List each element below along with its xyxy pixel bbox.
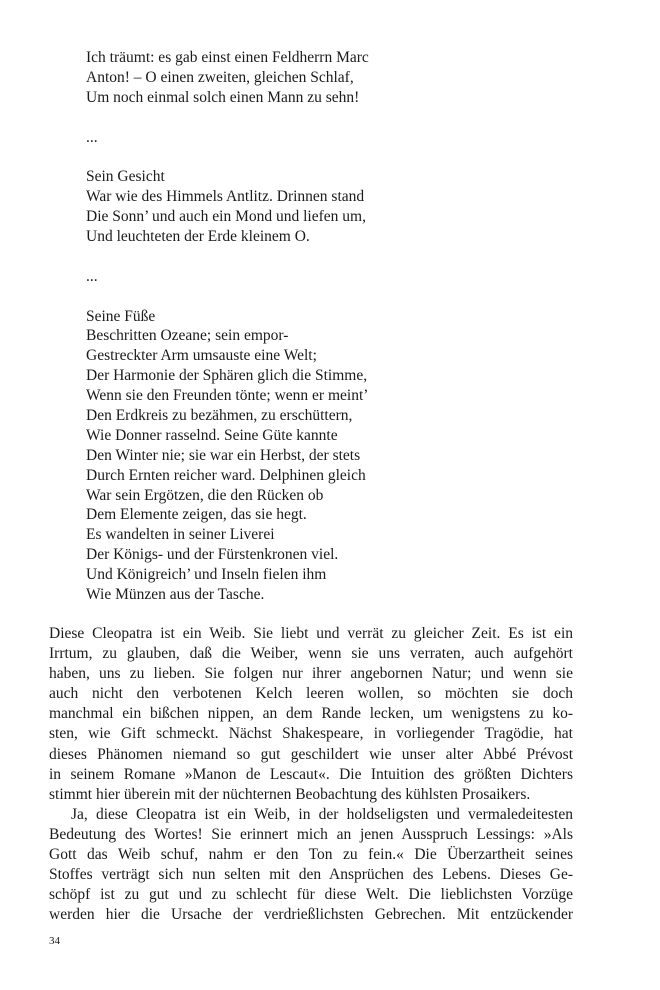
verse-line: Dem Elemente zeigen, das sie hegt. bbox=[86, 506, 307, 524]
prose-line: Ja, diese Cleopatra ist ein Weib, in der holdseligsten und vermaledeitesten bbox=[71, 805, 573, 823]
verse-line: Und Königreich’ und Inseln fielen ihm bbox=[86, 566, 327, 584]
prose-line: dieses Phänomen niemand so gut geschildert wie unser alter Abbé Prévost bbox=[49, 745, 573, 763]
verse-line: Es wandelten in seiner Liverei bbox=[86, 526, 275, 544]
verse-stanza bbox=[86, 267, 369, 287]
verse-line: Seine Füße bbox=[86, 307, 156, 325]
verse-line: Der Harmonie der Sphären glich die Stimme, bbox=[86, 367, 368, 385]
verse-line: Wie Münzen aus der Tasche. bbox=[86, 586, 265, 604]
verse-line: Beschritten Ozeane; sein empor- bbox=[86, 327, 289, 345]
verse-line: Die Sonn’ und auch ein Mond und liefen um, bbox=[86, 208, 366, 226]
verse-line: War wie des Himmels Antlitz. Drinnen stand bbox=[86, 188, 365, 206]
verse-line: Den Winter nie; sie war ein Herbst, der stets bbox=[86, 446, 361, 464]
verse-line: Durch Ernten reicher ward. Delphinen gleich bbox=[86, 466, 366, 484]
verse-line: Den Erdkreis zu bezähmen, zu erschüttern, bbox=[86, 407, 353, 425]
prose-line: Gott das Weib schuf, nahm er den Ton zu fein.« Die Überzartheit seines bbox=[49, 846, 573, 864]
prose-line: manchmal ein bißchen nippen, an dem Rande lecken, um wenigstens zu ko- bbox=[49, 705, 573, 723]
verse-line: Der Königs- und der Fürstenkronen viel. bbox=[86, 546, 339, 564]
verse-stanza bbox=[86, 128, 369, 148]
verse-stanza bbox=[86, 48, 369, 108]
prose-text bbox=[49, 624, 573, 925]
verse-line: Sein Gesicht bbox=[86, 168, 165, 186]
verse-line: ... bbox=[86, 128, 98, 146]
prose-line: in seinem Romane »Manon de Lescaut«. Die Intuition des größten Dichters bbox=[49, 765, 573, 783]
prose-line: haben, uns zu lieben. Sie folgen nur ihrer angebornen Natur; und wenn sie bbox=[49, 665, 573, 683]
verse-quotation bbox=[86, 48, 369, 605]
verse-stanza bbox=[86, 307, 369, 605]
verse-line: Gestreckter Arm umsauste eine Welt; bbox=[86, 347, 317, 365]
prose-line: schöpf ist zu gut und zu schlecht für diese Welt. Die lieblichsten Vorzüge bbox=[49, 886, 573, 904]
prose-line: Diese Cleopatra ist ein Weib. Sie liebt und verrät zu gleicher Zeit. Es ist ein bbox=[49, 625, 573, 642]
verse-line: Wie Donner rasselnd. Seine Güte kannte bbox=[86, 426, 338, 444]
page-number: 34 bbox=[49, 935, 60, 947]
prose-line: Stoffes verträgt sich nun selten mit den Ansprüchen des Lebens. Dieses Ge- bbox=[49, 866, 573, 884]
verse-line: Und leuchteten der Erde kleinem O. bbox=[86, 228, 310, 246]
verse-line: Wenn sie den Freunden tönte; wenn er meint’ bbox=[86, 387, 369, 405]
prose-line: Bedeutung des Wortes! Sie erinnert mich an jenen Ausspruch Lessings: »Als bbox=[49, 825, 573, 843]
prose-line: stimmt hier überein mit der nüchternen Beobachtung des kühlsten Prosaikers. bbox=[49, 785, 531, 803]
prose-line: Irrtum, zu glauben, daß die Weiber, wenn sie uns verraten, auch aufgehört bbox=[49, 645, 573, 663]
prose-line: werden hier die Ursache der verdrießlichsten Gebrechen. Mit entzückender bbox=[49, 906, 573, 924]
verse-line: Anton! – O einen zweiten, gleichen Schlaf, bbox=[86, 68, 354, 86]
verse-line: War sein Ergötzen, die den Rücken ob bbox=[86, 486, 324, 504]
verse-line: Um noch einmal solch einen Mann zu sehn! bbox=[86, 88, 360, 106]
verse-line: Ich träumt: es gab einst einen Feldherrn Marc bbox=[86, 49, 369, 66]
verse-line: ... bbox=[86, 267, 98, 285]
prose-line: auch nicht den verbotenen Kelch leeren wollen, so möchten sie doch bbox=[49, 685, 573, 703]
verse-stanza bbox=[86, 167, 369, 247]
prose-line: sten, wie Gift schmeckt. Nächst Shakespeare, in vorliegender Tragödie, hat bbox=[49, 725, 573, 743]
